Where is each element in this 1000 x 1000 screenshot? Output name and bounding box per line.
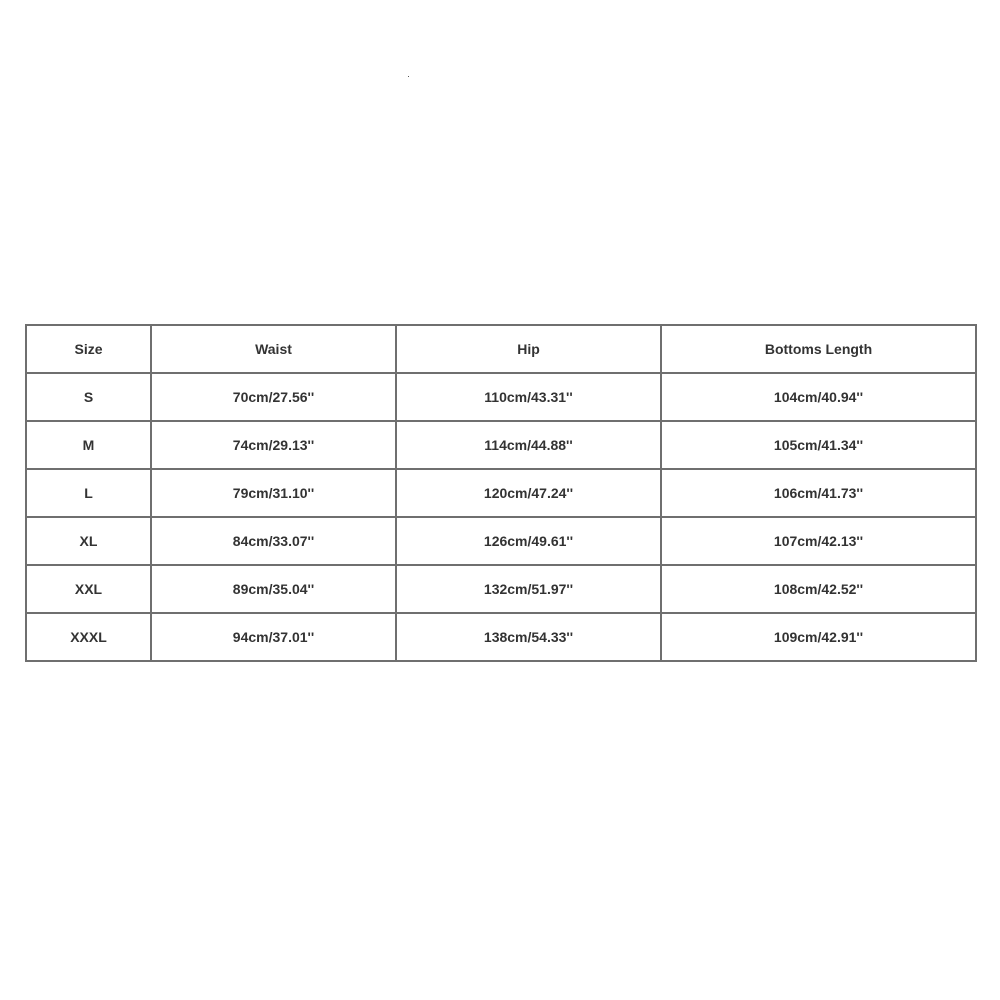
waist-cell: 79cm/31.10'' [151,469,396,517]
hip-cell: 120cm/47.24'' [396,469,661,517]
size-cell: M [26,421,151,469]
table-row [26,421,976,469]
table-row [26,613,976,661]
size-cell: XXXL [26,613,151,661]
waist-cell: 94cm/37.01'' [151,613,396,661]
bottoms-length-cell: 105cm/41.34'' [661,421,976,469]
waist-cell: 74cm/29.13'' [151,421,396,469]
stray-dot [408,76,409,77]
bottoms-length-cell: 109cm/42.91'' [661,613,976,661]
bottoms-length-cell: 104cm/40.94'' [661,373,976,421]
bottoms-length-cell: 107cm/42.13'' [661,517,976,565]
waist-cell: 89cm/35.04'' [151,565,396,613]
size-cell: L [26,469,151,517]
hip-cell: 114cm/44.88'' [396,421,661,469]
waist-cell: 84cm/33.07'' [151,517,396,565]
header-waist: Waist [151,325,396,373]
size-cell: S [26,373,151,421]
header-row [26,325,976,373]
table-row [26,373,976,421]
header-size: Size [26,325,151,373]
table-row [26,517,976,565]
table-row [26,565,976,613]
bottoms-length-cell: 108cm/42.52'' [661,565,976,613]
size-chart-table [25,324,977,662]
hip-cell: 132cm/51.97'' [396,565,661,613]
hip-cell: 110cm/43.31'' [396,373,661,421]
hip-cell: 138cm/54.33'' [396,613,661,661]
size-cell: XL [26,517,151,565]
header-hip: Hip [396,325,661,373]
bottoms-length-cell: 106cm/41.73'' [661,469,976,517]
header-bottoms-length: Bottoms Length [661,325,976,373]
table-row [26,469,976,517]
hip-cell: 126cm/49.61'' [396,517,661,565]
size-cell: XXL [26,565,151,613]
waist-cell: 70cm/27.56'' [151,373,396,421]
